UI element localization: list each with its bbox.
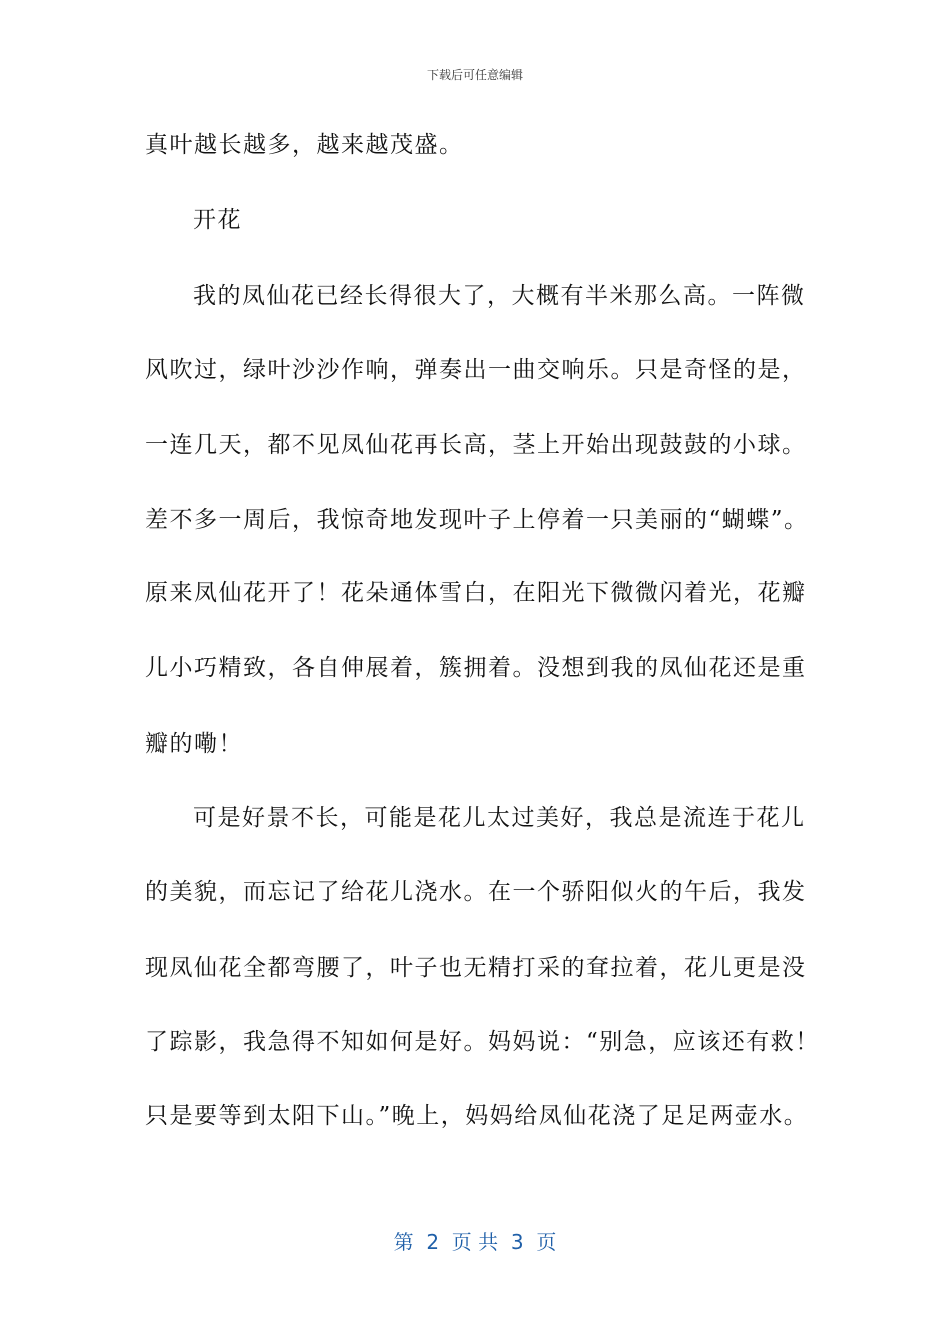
paragraph-line: 差不多一周后，我惊奇地发现叶子上停着一只美丽的“蝴蝶”。 <box>145 507 809 533</box>
paragraph-line: 风吹过，绿叶沙沙作响，弹奏出一曲交响乐。只是奇怪的是， <box>145 357 807 383</box>
paragraph-line: 儿小巧精致，各自伸展着，簇拥着。没想到我的凤仙花还是重 <box>145 655 807 681</box>
paragraph-line: 只是要等到太阳下山。”晚上，妈妈给凤仙花浇了足足两壶水。 <box>145 1103 809 1129</box>
page-header: 下载后可任意编辑 <box>426 68 523 82</box>
paragraph-line: 真叶越长越多，越来越茂盛。 <box>145 132 464 158</box>
page-number-footer: 第 2 页 共 3 页 <box>393 1230 557 1254</box>
paragraph-line: 了踪影，我急得不知如何是好。妈妈说：“别急，应该还有救！ <box>145 1029 820 1055</box>
paragraph-line: 我的凤仙花已经长得很大了，大概有半米那么高。一阵微 <box>193 283 806 309</box>
paragraph-line: 可是好景不长，可能是花儿太过美好，我总是流连于花儿 <box>193 805 806 831</box>
paragraph-line: 的美貌，而忘记了给花儿浇水。在一个骄阳似火的午后，我发 <box>145 879 807 905</box>
section-heading: 开花 <box>193 207 242 233</box>
paragraph-line: 一连几天，都不见凤仙花再长高，茎上开始出现鼓鼓的小球。 <box>145 432 807 458</box>
paragraph-line: 现凤仙花全都弯腰了，叶子也无精打采的耷拉着，花儿更是没 <box>145 955 807 981</box>
paragraph-line: 瓣的嘞！ <box>145 731 243 757</box>
paragraph-line: 原来凤仙花开了！花朵通体雪白，在阳光下微微闪着光，花瓣 <box>145 580 807 606</box>
